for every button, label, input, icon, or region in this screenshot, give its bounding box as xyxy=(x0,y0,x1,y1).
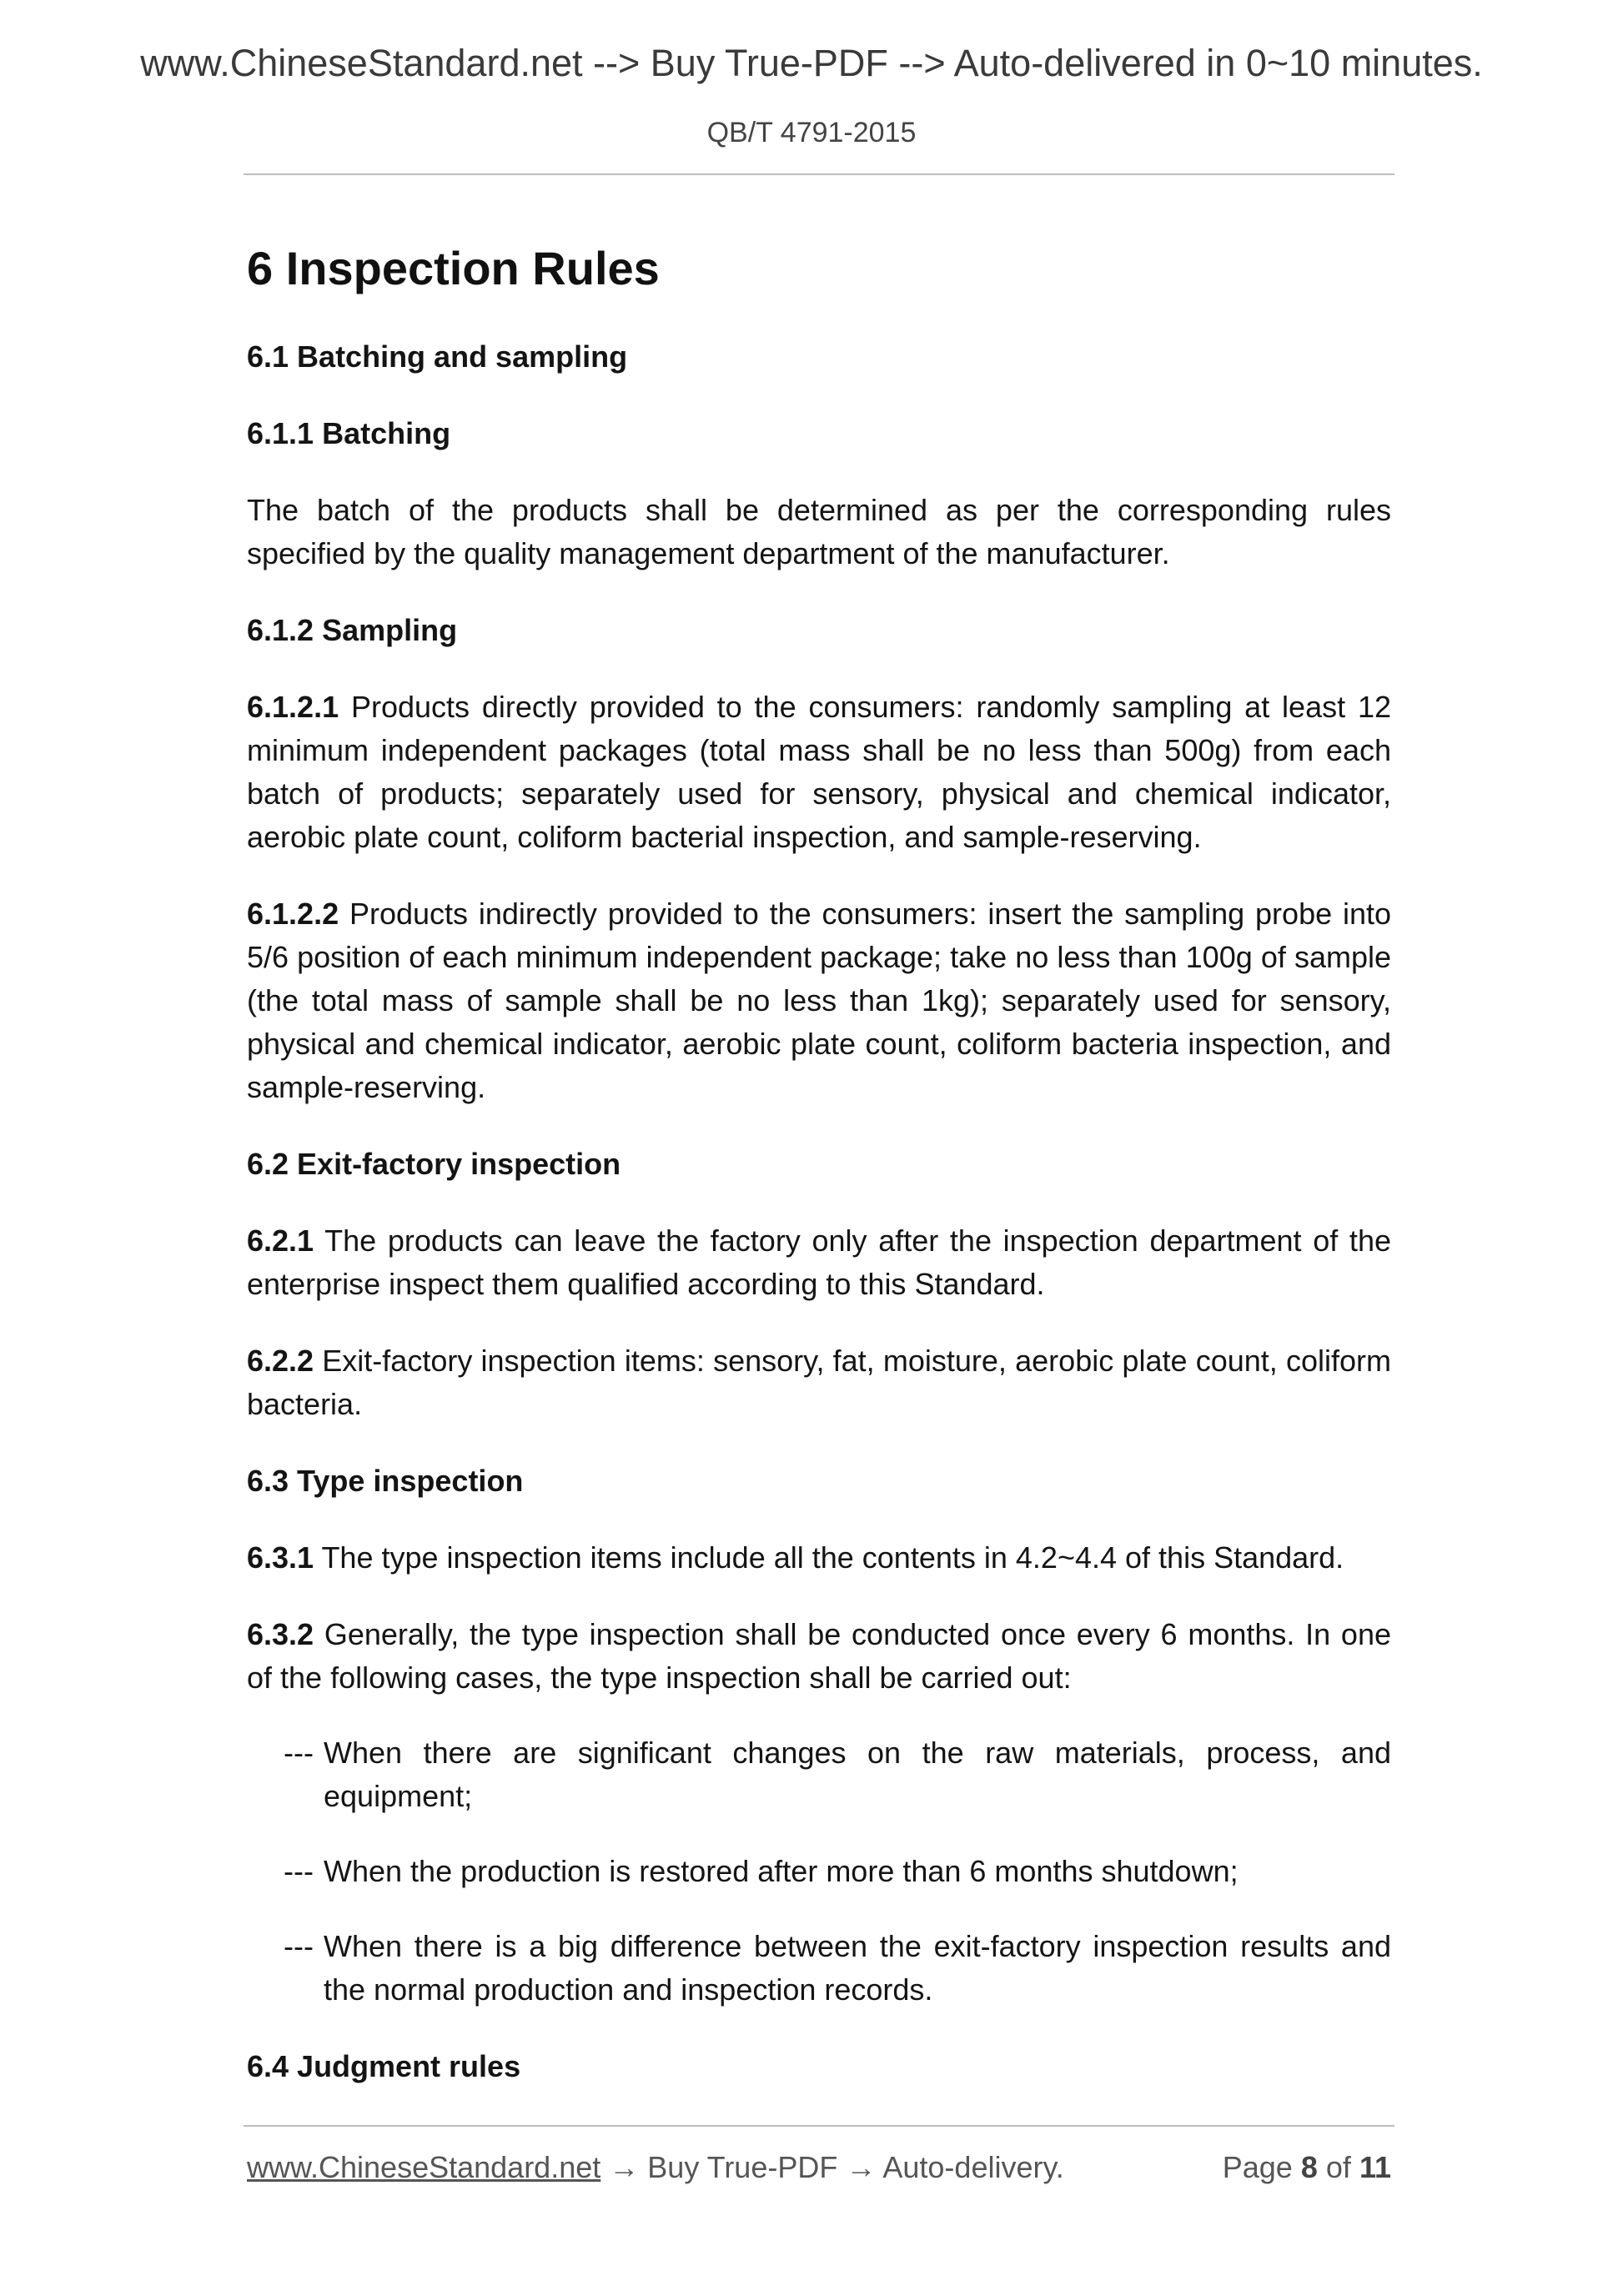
clause-text: Generally, the type inspection shall be conducted once every 6 months. In one of the following cases, the type inspection shall be carried out: xyxy=(247,1617,1391,1695)
clause-text: Products indirectly provided to the consumers: insert the sampling probe into 5/6 position of each minimum independent package; take no less than 100g of sample (the total mass of sample shall be no less than 1kg); separately used for sensory, physical and chemical indicator, aerobic plate count, coliform bacteria inspection, and sample-reserving. xyxy=(247,897,1392,1104)
arrow-icon: → xyxy=(846,2150,877,2184)
clause-6-1-2-2 xyxy=(247,892,1391,1109)
page-content xyxy=(247,235,1391,2088)
page-indicator xyxy=(1223,2150,1391,2185)
clause-number: 6.1.2.1 xyxy=(247,690,339,724)
heading-6-1: 6.1 Batching and sampling xyxy=(247,339,628,374)
clause-text: Exit-factory inspection items: sensory, fat, moisture, aerobic plate count, coliform bacteria. xyxy=(247,1344,1391,1421)
list-marker: --- xyxy=(284,1854,314,1888)
top-banner: www.ChineseStandard.net --> Buy True-PDF --> Auto-delivered in 0~10 minutes. xyxy=(140,42,1483,84)
of-word: of xyxy=(1325,2150,1351,2184)
footer-promo xyxy=(247,2150,1064,2185)
list-marker: --- xyxy=(284,1736,314,1770)
clause-number: 6.3.1 xyxy=(247,1540,314,1575)
arrow-icon: → xyxy=(609,2150,640,2184)
paragraph-6-1-1: The batch of the products shall be determined as per the corresponding rules specified by the quality management department of the manufacturer. xyxy=(247,493,1391,570)
page-word: Page xyxy=(1222,2150,1293,2184)
header-divider xyxy=(244,173,1394,175)
list-item-text: When there is a big difference between the exit-factory inspection results and the normal production and inspection records. xyxy=(324,1929,1391,2007)
document-code: QB/T 4791-2015 xyxy=(706,117,917,148)
clause-number: 6.2.2 xyxy=(247,1344,314,1378)
footer-link[interactable]: www.ChineseStandard.net xyxy=(247,2150,601,2184)
footer-divider xyxy=(244,2125,1394,2127)
clause-number: 6.2.1 xyxy=(247,1223,314,1258)
list-marker: --- xyxy=(284,1929,314,1963)
footer-delivery-text: Auto-delivery. xyxy=(882,2150,1064,2184)
list-item-text: When the production is restored after more than 6 months shutdown; xyxy=(324,1854,1239,1888)
clause-text: Products directly provided to the consumers: randomly sampling at least 12 minimum independent packages (total mass shall be no less than 500g) from each batch of products; separately used for sensory, physical and chemical indicator, aerobic plate count, coliform bacterial inspection, and sample-reserving. xyxy=(247,690,1391,854)
list-item-text: When there are significant changes on the raw materials, process, and equipment; xyxy=(324,1736,1391,1813)
clause-6-3-2 xyxy=(247,1613,1391,1700)
clause-number: 6.1.2.2 xyxy=(247,897,339,931)
clause-text: The type inspection items include all the contents in 4.2~4.4 of this Standard. xyxy=(321,1540,1344,1575)
clause-number: 6.3.2 xyxy=(247,1617,314,1651)
heading-6-4: 6.4 Judgment rules xyxy=(247,2049,521,2083)
page-footer xyxy=(247,2150,1391,2185)
page-number: 8 xyxy=(1300,2150,1318,2184)
heading-6-1-2: 6.1.2 Sampling xyxy=(247,613,458,647)
list-item xyxy=(284,1731,1391,1818)
clause-6-3-1 xyxy=(247,1536,1391,1580)
footer-buy-text: Buy True-PDF xyxy=(647,2150,838,2184)
list-item xyxy=(284,1925,1391,2012)
section-title: 6 Inspection Rules xyxy=(247,242,660,294)
clause-6-1-2-1 xyxy=(247,686,1391,859)
heading-6-2: 6.2 Exit-factory inspection xyxy=(247,1147,621,1181)
page-total: 11 xyxy=(1359,2150,1391,2184)
heading-6-1-1: 6.1.1 Batching xyxy=(247,416,451,450)
clause-6-2-1 xyxy=(247,1219,1391,1306)
list-item xyxy=(284,1850,1391,1893)
clause-6-2-2 xyxy=(247,1339,1391,1426)
clause-text: The products can leave the factory only after the inspection department of the enterprise inspect them qualified according to this Standard. xyxy=(247,1223,1391,1301)
heading-6-3: 6.3 Type inspection xyxy=(247,1464,524,1498)
